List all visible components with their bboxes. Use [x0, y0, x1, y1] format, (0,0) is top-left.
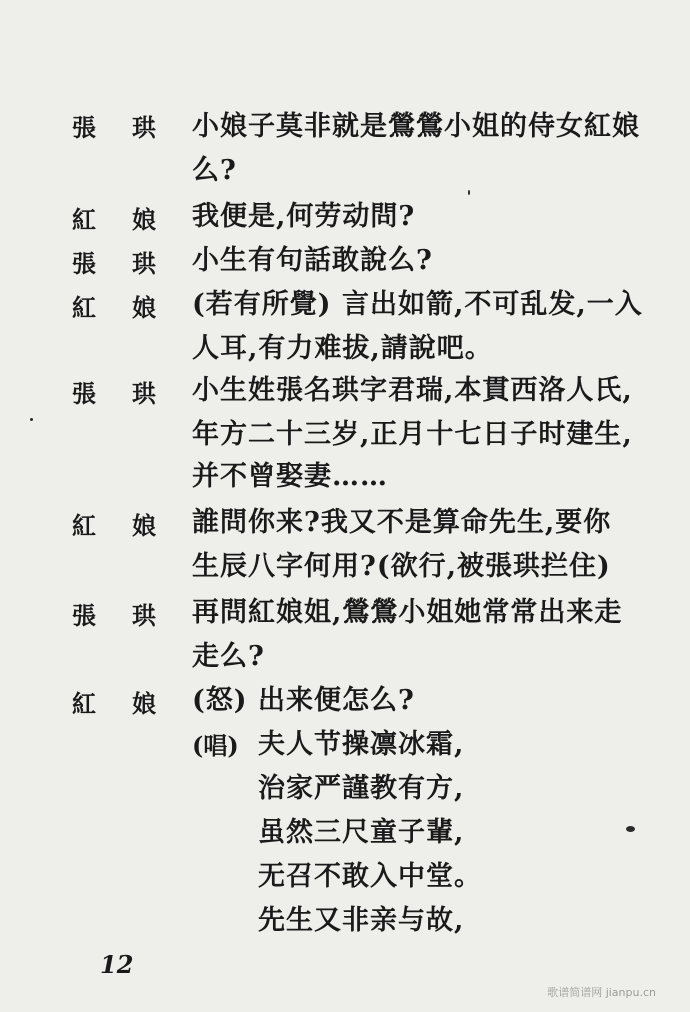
speaker-label: 紅娘: [72, 293, 192, 322]
dialogue-line: 年方二十三岁,正月十七日子时建生,: [192, 419, 633, 450]
dialogue-line: 再問紅娘姐,鶯鶯小姐她常常出来走: [192, 597, 623, 628]
speaker-label: 張珙: [72, 249, 192, 278]
dialogue-line: 并不曾娶妻……: [192, 461, 388, 492]
speaker-label: 張珙: [72, 601, 192, 630]
speaker-label: 張珙: [72, 113, 192, 142]
dialogue-line: 人耳,有力难拔,請說吧。: [192, 333, 493, 364]
song-tag: (唱): [192, 731, 239, 760]
dialogue-line: 我便是,何劳动問?: [192, 201, 416, 232]
speaker-label: 紅娘: [72, 689, 192, 718]
speaker-label: 紅娘: [72, 205, 192, 234]
dialogue-line: 走么?: [192, 641, 265, 672]
scan-speck: [30, 418, 33, 421]
dialogue-line: 么?: [192, 155, 237, 186]
dialogue-line: 誰問你来?我又不是算命先生,要你: [192, 507, 612, 538]
song-verse: 虽然三尺童子輩,: [258, 817, 465, 848]
song-verse: 无召不敢入中堂。: [258, 861, 482, 892]
dialogue-line: (若有所覺) 言出如箭,不可乱发,一入: [192, 289, 643, 320]
page-number: 12: [100, 950, 134, 979]
dialogue-line: (怒) 出来便怎么?: [192, 685, 415, 716]
scan-speck: [626, 826, 635, 832]
speaker-label: 紅娘: [72, 511, 192, 540]
dialogue-line: 小娘子莫非就是鶯鶯小姐的侍女紅娘: [192, 111, 640, 142]
dialogue-line: 小生有句話敢說么?: [192, 245, 433, 276]
speaker-label: 張珙: [72, 379, 192, 408]
song-verse: 先生又非亲与故,: [258, 905, 465, 936]
scan-speck: [468, 190, 470, 195]
song-verse: 治家严謹教有方,: [258, 773, 465, 804]
dialogue-line: 生辰八字何用?(欲行,被張珙拦住): [192, 551, 611, 582]
watermark: 歌谱简谱网 jianpu.cn: [547, 986, 656, 999]
song-verse: 夫人节操凛冰霜,: [258, 729, 465, 760]
dialogue-line: 小生姓張名珙字君瑞,本貫西洛人氏,: [192, 375, 633, 406]
